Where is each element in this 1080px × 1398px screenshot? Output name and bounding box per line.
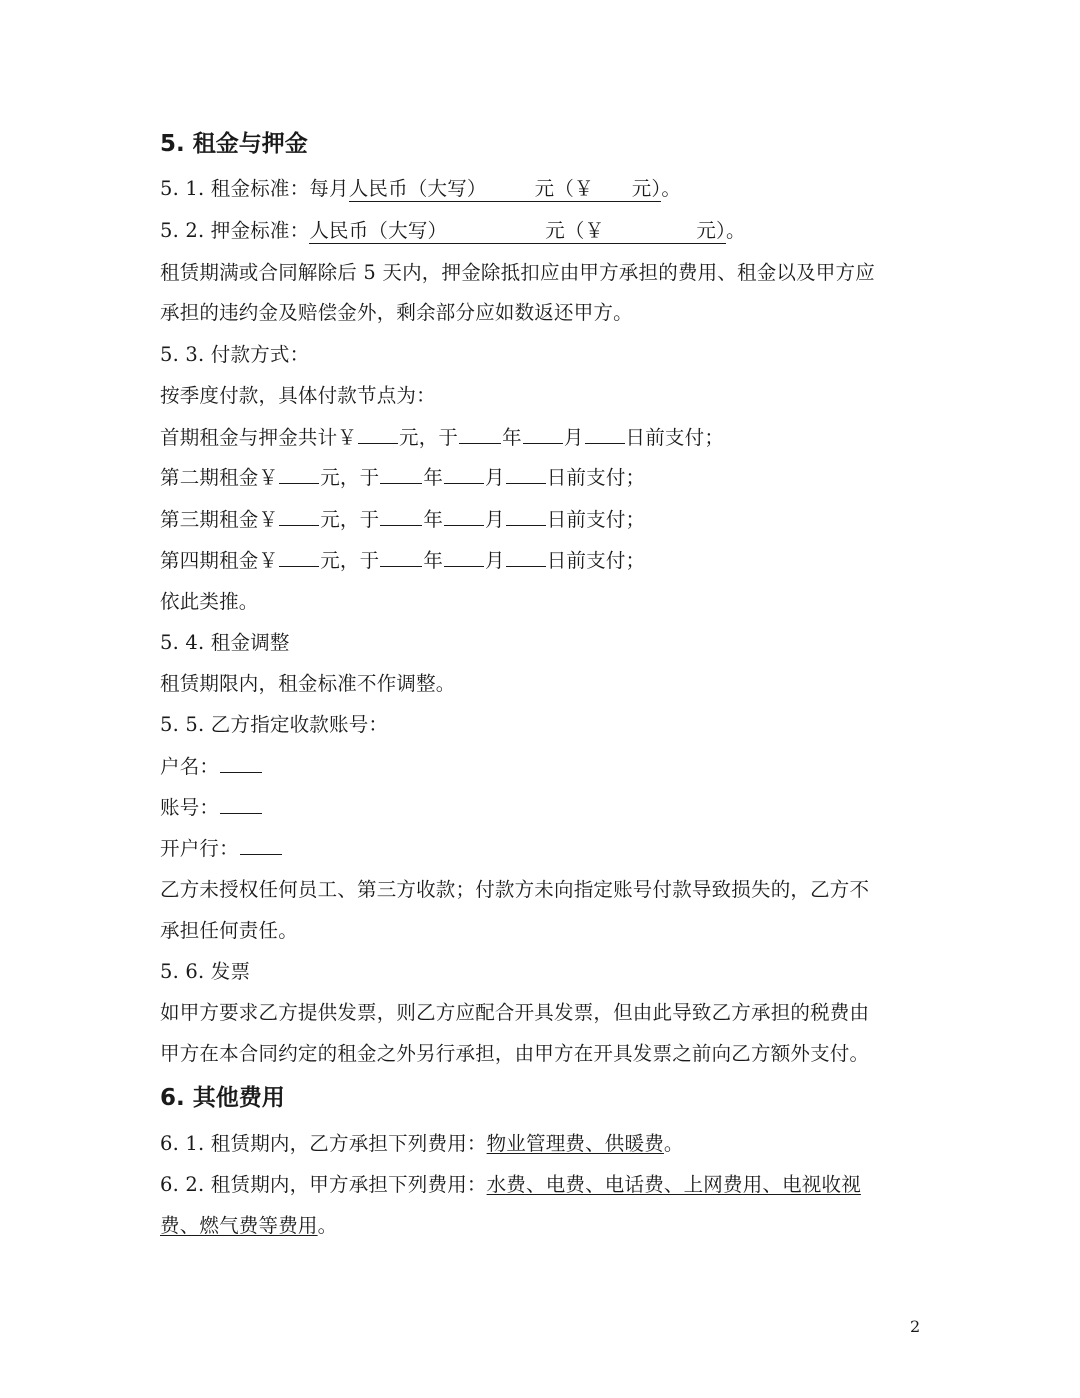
installment-year: 年 bbox=[423, 508, 444, 531]
punct: 。 bbox=[663, 1132, 684, 1155]
payment-warning-line-2: 承担任何责任。 bbox=[160, 919, 298, 942]
account-bank-label: 开户行： bbox=[160, 837, 239, 860]
installment-yuan: 元，于 bbox=[320, 466, 380, 489]
installment-month: 月 bbox=[485, 466, 505, 489]
installment-yuan: 元，于 bbox=[320, 508, 380, 531]
year-blank bbox=[380, 464, 422, 484]
rent-amount-words-label: 人民币（大写） bbox=[348, 177, 487, 200]
landlord-fees-line-1 bbox=[160, 1172, 920, 1198]
installment-label: 第二期租金￥ bbox=[160, 466, 279, 489]
section-5-heading: 5. 租金与押金 bbox=[160, 131, 308, 157]
installment-month: 月 bbox=[563, 426, 584, 449]
day-blank bbox=[506, 464, 546, 484]
rent-adjustment-text: 租赁期限内，租金标准不作调整。 bbox=[160, 672, 456, 695]
account-name-row bbox=[160, 753, 920, 780]
account-number-row bbox=[160, 794, 920, 821]
deposit-amount-words-label: 人民币（大写） bbox=[309, 219, 448, 242]
account-name-blank bbox=[220, 753, 262, 773]
day-blank bbox=[506, 506, 546, 526]
account-name-label: 户名： bbox=[160, 755, 220, 778]
deposit-amount-yen-label: 元（￥ bbox=[545, 219, 605, 242]
installment-year: 年 bbox=[423, 466, 444, 489]
installment-month: 月 bbox=[485, 549, 505, 572]
deposit-return-line-2: 承担的违约金及赔偿金外，剩余部分应如数返还甲方。 bbox=[160, 301, 633, 324]
rent-amount-yen-label: 元（￥ bbox=[534, 177, 594, 200]
rent-standard-line bbox=[160, 176, 920, 202]
installment-day: 日前支付； bbox=[625, 426, 725, 449]
day-blank bbox=[506, 547, 546, 567]
deposit-return-line-1: 租赁期满或合同解除后 5 天内，押金除抵扣应由甲方承担的费用、租金以及甲方应 bbox=[160, 261, 875, 284]
installment-day: 日前支付； bbox=[546, 549, 646, 572]
rent-amount-end: 元） bbox=[631, 177, 662, 200]
punct: 。 bbox=[661, 177, 682, 200]
landlord-fees-items: 水费、电费、电话费、上网费用、电视收视 bbox=[486, 1173, 861, 1196]
deposit-standard-line bbox=[160, 218, 920, 244]
month-blank bbox=[444, 506, 484, 526]
deposit-standard-label: 5. 2. 押金标准： bbox=[160, 219, 310, 242]
punct: 。 bbox=[725, 219, 746, 242]
installment-row bbox=[160, 464, 920, 491]
installment-row bbox=[160, 547, 920, 574]
payment-warning-line-1: 乙方未授权任何员工、第三方收款；付款方未向指定账号付款导致损失的，乙方不 bbox=[160, 878, 870, 901]
amount-blank bbox=[279, 506, 319, 526]
year-blank bbox=[459, 424, 501, 444]
month-blank bbox=[523, 424, 563, 444]
rent-adjustment-title: 5. 4. 租金调整 bbox=[160, 631, 290, 654]
amount-blank bbox=[358, 424, 398, 444]
rent-standard-label: 5. 1. 租金标准：每月 bbox=[160, 177, 349, 200]
deposit-standard-underlined bbox=[309, 219, 726, 244]
installment-label: 第三期租金￥ bbox=[160, 508, 279, 531]
landlord-fees-label: 6. 2. 租赁期内，甲方承担下列费用： bbox=[160, 1173, 487, 1196]
installment-row bbox=[160, 506, 920, 533]
rent-standard-underlined bbox=[349, 177, 662, 202]
landlord-fees-items-cont: 费、燃气费等费用 bbox=[160, 1214, 318, 1237]
page-number: 2 bbox=[910, 1317, 921, 1336]
landlord-fees-line-2 bbox=[160, 1213, 920, 1239]
installment-yuan: 元，于 bbox=[399, 426, 459, 449]
payment-quarterly-text: 按季度付款，具体付款节点为： bbox=[160, 384, 436, 407]
installment-yuan: 元，于 bbox=[320, 549, 380, 572]
tenant-fees-label: 6. 1. 租赁期内，乙方承担下列费用： bbox=[160, 1132, 487, 1155]
payment-method-title: 5. 3. 付款方式： bbox=[160, 343, 310, 366]
invoice-line-2: 甲方在本合同约定的租金之外另行承担，由甲方在开具发票之前向乙方额外支付。 bbox=[160, 1042, 870, 1065]
year-blank bbox=[380, 506, 422, 526]
and-so-on-text: 依此类推。 bbox=[160, 590, 259, 613]
month-blank bbox=[444, 547, 484, 567]
tenant-fees-line bbox=[160, 1131, 920, 1157]
amount-blank bbox=[279, 547, 319, 567]
installment-month: 月 bbox=[485, 508, 505, 531]
installment-year: 年 bbox=[502, 426, 522, 449]
punct: 。 bbox=[317, 1214, 338, 1237]
installment-label: 第四期租金￥ bbox=[160, 549, 279, 572]
installment-year: 年 bbox=[423, 549, 444, 572]
account-title: 5. 5. 乙方指定收款账号： bbox=[160, 713, 389, 736]
tenant-fees-items: 物业管理费、供暖费 bbox=[486, 1132, 664, 1155]
month-blank bbox=[444, 464, 484, 484]
invoice-line-1: 如甲方要求乙方提供发票，则乙方应配合开具发票，但由此导致乙方承担的税费由 bbox=[160, 1001, 870, 1024]
account-bank-blank bbox=[240, 835, 282, 855]
account-bank-row bbox=[160, 835, 920, 862]
installment-label: 首期租金与押金共计￥ bbox=[160, 426, 358, 449]
day-blank bbox=[585, 424, 625, 444]
account-number-label: 账号： bbox=[160, 796, 220, 819]
installment-row bbox=[160, 424, 920, 451]
invoice-title: 5. 6. 发票 bbox=[160, 960, 251, 983]
account-number-blank bbox=[220, 794, 262, 814]
section-6-heading: 6. 其他费用 bbox=[160, 1085, 285, 1111]
amount-blank bbox=[279, 464, 319, 484]
installment-day: 日前支付； bbox=[546, 508, 646, 531]
installment-day: 日前支付； bbox=[546, 466, 646, 489]
deposit-amount-end: 元） bbox=[696, 219, 726, 242]
year-blank bbox=[380, 547, 422, 567]
